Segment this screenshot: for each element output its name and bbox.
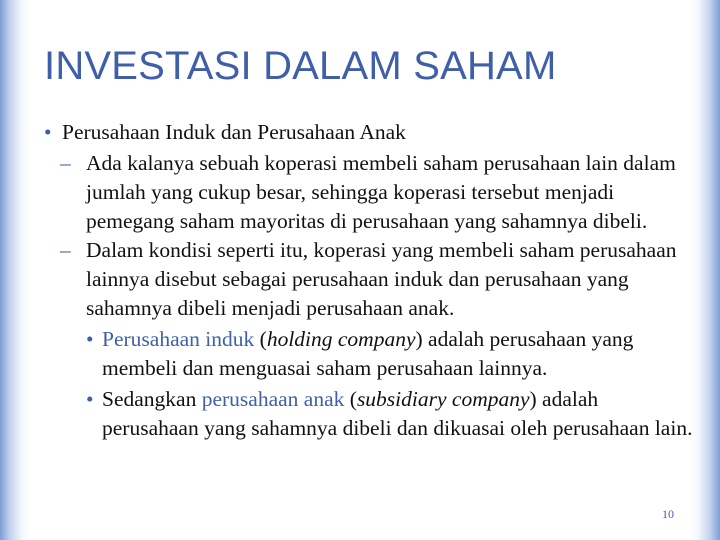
bullet-item <box>44 118 694 147</box>
term-subsidiary: perusahaan anak <box>201 387 345 411</box>
dash-icon: – <box>60 151 71 175</box>
bullet-dot-icon: • <box>86 327 94 351</box>
english-term: holding company <box>266 327 416 351</box>
page-number: 10 <box>662 507 674 521</box>
point-text: ) adalah perusahaan yang membeli dan menguasai saham perusahaan lainnya. <box>102 327 634 380</box>
bullet-dot-icon: • <box>86 387 94 411</box>
sub-bullet-item <box>44 236 694 323</box>
sub-bullet-item <box>44 149 694 236</box>
sub-bullet-text: Dalam kondisi seperti itu, koperasi yang membeli saham perusahaan lainnya disebut sebagai perusahaan induk dan perusahaan yang sahamnya dibeli menjadi perusahaan anak. <box>86 238 677 320</box>
point-text: ) adalah perusahaan yang sahamnya dibeli dan dikuasai oleh perusahaan lain. <box>102 387 693 440</box>
bullet-text: Perusahaan Induk dan Perusahaan Anak <box>62 120 406 144</box>
point-item <box>44 325 694 383</box>
english-term: subsidiary company <box>356 387 530 411</box>
slide-body <box>44 118 694 443</box>
bullet-dot-icon: • <box>44 120 52 144</box>
dash-icon: – <box>60 238 71 262</box>
slide-title: INVESTASI DALAM SAHAM <box>44 44 557 88</box>
point-paren-open: ( <box>344 387 357 411</box>
point-paren-open: ( <box>254 327 267 351</box>
point-item <box>44 385 694 443</box>
term-holding: Perusahaan induk <box>102 327 255 351</box>
sub-bullet-text: Ada kalanya sebuah koperasi membeli saham perusahaan lain dalam jumlah yang cukup besar, sehingga koperasi tersebut menjadi pemegang saham mayoritas di perusahaan yang sahamnya dibeli. <box>86 151 676 233</box>
point-lead: Sedangkan <box>102 387 202 411</box>
